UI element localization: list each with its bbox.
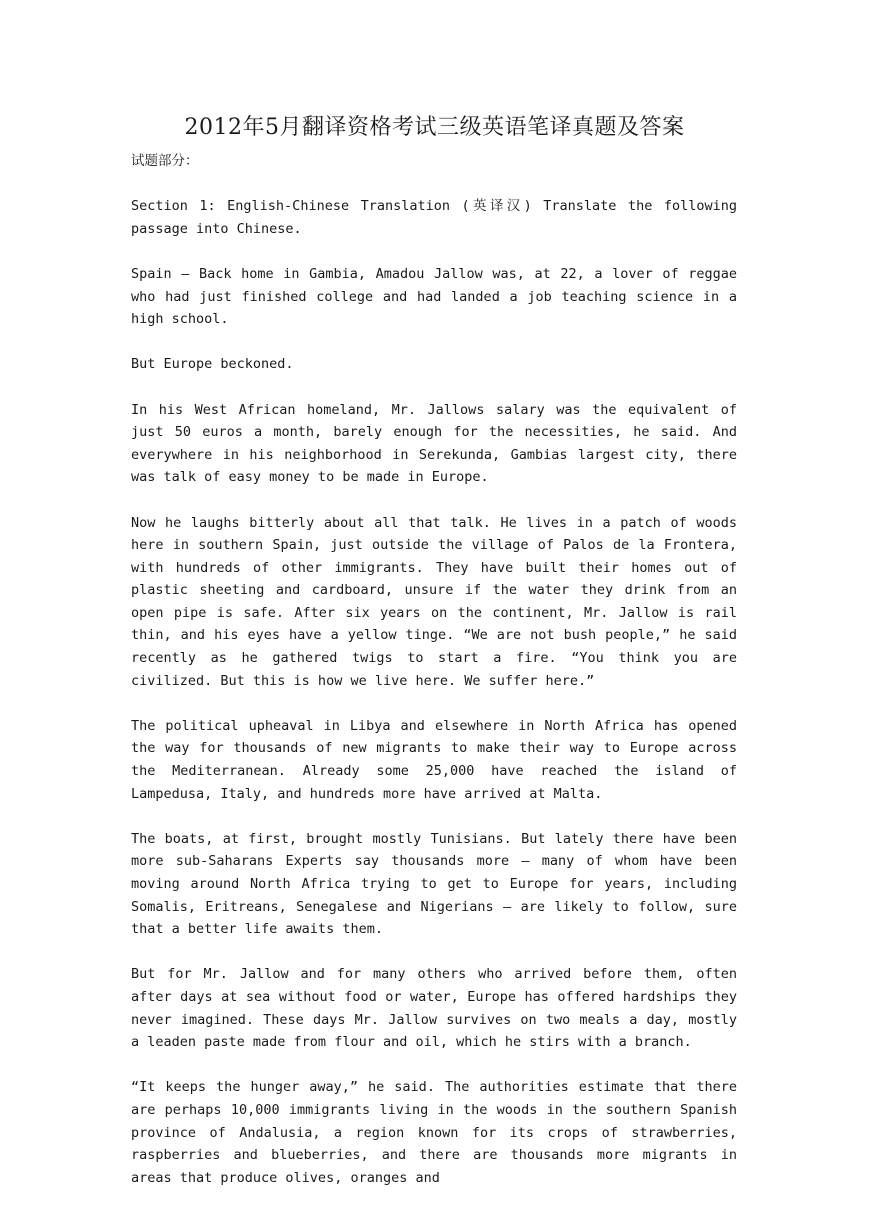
- document-title: 2012年5月翻译资格考试三级英语笔译真题及答案: [184, 115, 685, 140]
- paragraph: Spain — Back home in Gambia, Amadou Jallow was, at 22, a lover of reggae who had just finished college and had landed a job teaching science in a high school.: [131, 265, 737, 328]
- document-body: [131, 150, 737, 1212]
- paragraph: But Europe beckoned.: [131, 356, 294, 373]
- paragraph-section-instructions: Section 1: English-Chinese Translation (英译汉) Translate the following passage into Chinese.: [131, 198, 737, 237]
- paragraph: In his West African homeland, Mr. Jallows salary was the equivalent of just 50 euros a month, barely enough for the necessities, he said. And everywhere in his neighborhood in Serekunda, Gambias largest city, there was talk of easy money to be made in Europe.: [131, 401, 737, 486]
- paragraph: But for Mr. Jallow and for many others who arrived before them, often after days at sea without food or water, Europe has offered hardships they never imagined. These days Mr. Jallow survives on two meals a day, mostly a leaden paste made from flour and oil, which he stirs with a branch.: [131, 966, 737, 1051]
- paragraph: “It keeps the hunger away,” he said. The authorities estimate that there are perhaps 10,000 immigrants living in the woods in the southern Spanish province of Andalusia, a region known for its crops of strawberries, raspberries and blueberries, and there are thousands more migrants in areas that produce olives, oranges and: [131, 1079, 737, 1186]
- paragraph: The political upheaval in Libya and elsewhere in North Africa has opened the way for thousands of new migrants to make their way to Europe across the Mediterranean. Already some 25,000 have reached the island of Lampedusa, Italy, and hundreds more have arrived at Malta.: [131, 717, 737, 802]
- paragraph: The boats, at first, brought mostly Tunisians. But lately there have been more sub-Saharans Experts say thousands more — many of whom have been moving around North Africa trying to get to Europe for years, including Somalis, Eritreans, Senegalese and Nigerians — are likely to follow, sure that a better life awaits them.: [131, 830, 737, 938]
- section-label: 试题部分：: [131, 153, 199, 169]
- paragraph: Now he laughs bitterly about all that talk. He lives in a patch of woods here in southern Spain, just outside the village of Palos de la Frontera, with hundreds of other immigrants. They have built their homes out of plastic sheeting and cardboard, unsure if the water they drink from an open pipe is safe. After six years on the continent, Mr. Jallow is rail thin, and his eyes have a yellow tinge. “We are not bush people,” he said recently as he gathered twigs to start a fire. “You think you are civilized. But this is how we live here. We suffer here.”: [131, 514, 737, 689]
